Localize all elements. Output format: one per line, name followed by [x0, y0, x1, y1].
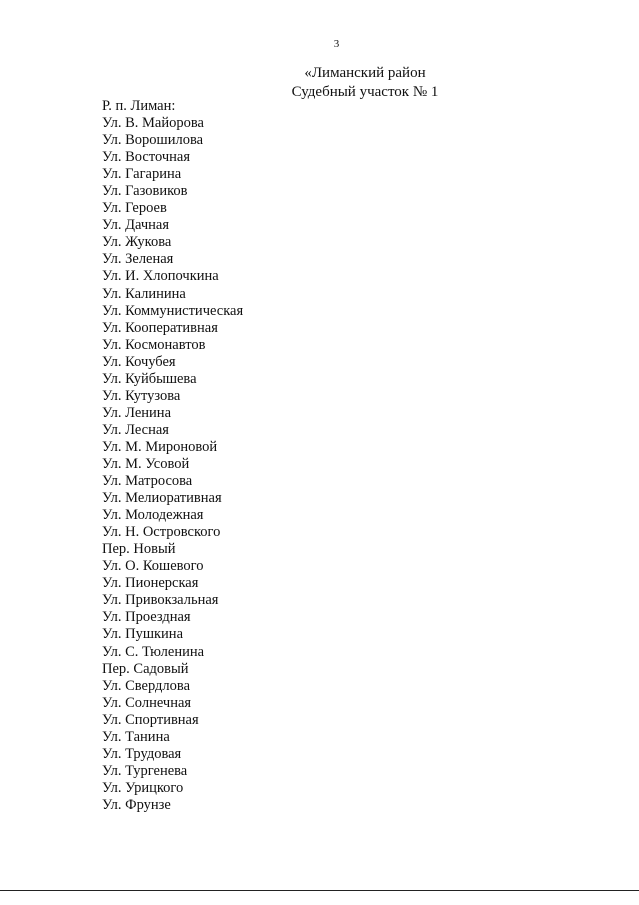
street-item: Ул. Н. Островского: [102, 524, 221, 541]
street-item: Ул. Проездная: [102, 609, 191, 626]
street-item: Ул. Трудовая: [102, 745, 182, 762]
street-item: Ул. В. Майорова: [102, 115, 204, 132]
street-item: Ул. Лесная: [102, 421, 169, 438]
street-item: Ул. О. Кошевого: [102, 558, 204, 575]
street-item: Ул. Урицкого: [102, 779, 184, 796]
street-item: Ул. Солнечная: [102, 694, 192, 711]
street-item: Ул. М. Усовой: [102, 455, 190, 472]
street-item: Ул. Героев: [102, 200, 167, 217]
bottom-divider: [0, 890, 639, 891]
street-item: Ул. Кутузова: [102, 387, 181, 404]
street-item: Ул. Танина: [102, 728, 170, 745]
street-item: Ул. Фрунзе: [102, 796, 171, 813]
document-header: [280, 64, 450, 102]
street-item: Ул. Коммунистическая: [102, 302, 244, 319]
street-item: Ул. Пушкина: [102, 626, 184, 643]
street-item: Ул. Матросова: [102, 473, 193, 490]
street-item: Ул. Тургенева: [102, 762, 188, 779]
street-item: Ул. Жукова: [102, 234, 172, 251]
street-item: Ул. Ленина: [102, 404, 172, 421]
street-item: Ул. Космонавтов: [102, 336, 206, 353]
street-item: Ул. Пионерская: [102, 575, 199, 592]
street-item: Ул. И. Хлопочкина: [102, 268, 219, 285]
street-item: Ул. Дачная: [102, 217, 170, 234]
street-item: Ул. Калинина: [102, 285, 186, 302]
street-item: Ул. Газовиков: [102, 183, 188, 200]
street-item: Ул. Ворошилова: [102, 132, 204, 149]
street-item: Ул. Кочубея: [102, 353, 176, 370]
street-item: Ул. Свердлова: [102, 677, 190, 694]
street-item: Ул. Кооперативная: [102, 319, 218, 336]
street-item: Ул. С. Тюленина: [102, 643, 205, 660]
street-item: Ул. Куйбышева: [102, 370, 197, 387]
street-item: Ул. Молодежная: [102, 507, 204, 524]
street-item: Ул. Привокзальная: [102, 592, 219, 609]
street-item: Пер. Новый: [102, 541, 176, 558]
address-list: [102, 98, 243, 814]
header-district-title: «Лиманский район: [304, 65, 426, 81]
street-item: Пер. Садовый: [102, 660, 189, 677]
street-item: Ул. Восточная: [102, 149, 191, 166]
header-court-section: Судебный участок № 1: [291, 84, 439, 100]
street-item: Ул. Спортивная: [102, 711, 199, 728]
street-item: Ул. Гагарина: [102, 166, 182, 183]
locality-heading: Р. п. Лиман:: [102, 98, 176, 114]
page-number: 3: [333, 38, 340, 50]
street-item: Ул. Зеленая: [102, 251, 174, 268]
street-item: Ул. М. Мироновой: [102, 438, 218, 455]
street-item: Ул. Мелиоративная: [102, 490, 222, 507]
